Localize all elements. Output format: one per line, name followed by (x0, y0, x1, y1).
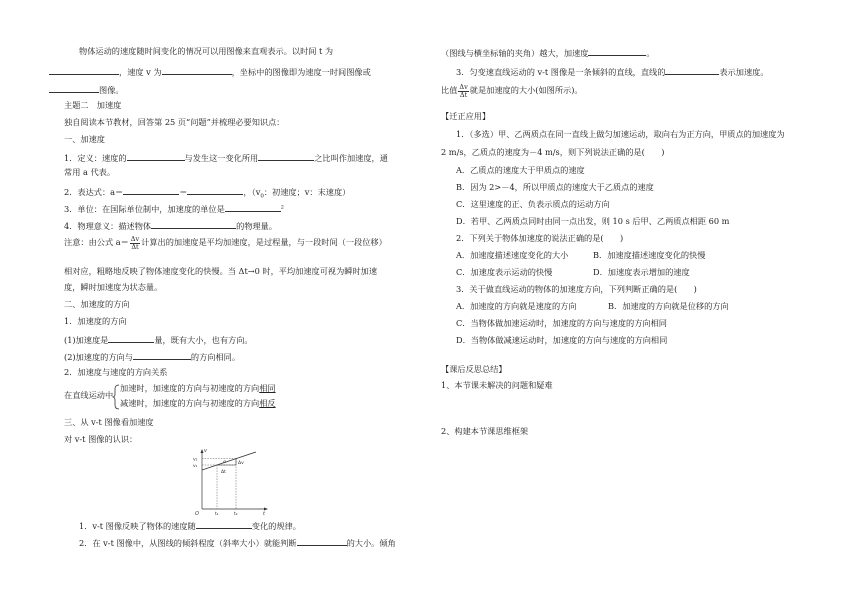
brace-top-answer: 相同 (259, 383, 276, 393)
problem-1-option-b[interactable]: B．因为 2>－4，所以甲质点的速度大于乙质点的速度 (456, 182, 654, 192)
blank-time-used[interactable] (258, 152, 314, 161)
reflection-item-2: 2、构建本节课思维框架 (441, 426, 529, 436)
blank-velocity-change[interactable] (127, 152, 185, 161)
question-2-text-a: 2．在 v-t 图像中，从图线的倾斜程度（斜率大小）就能判断 (79, 538, 297, 548)
brace-top-text: 加速时，加速度的方向与初速度的方向 (120, 383, 260, 393)
ratio-fraction (458, 84, 468, 98)
blank-velocity-axis[interactable] (162, 66, 232, 75)
section-1-heading: 一、加速度 (64, 134, 105, 144)
expression-text-c: ，（v (243, 187, 261, 197)
right-text-3b: 就是加速度的大小(如图所示)。 (469, 85, 583, 95)
graph-v1-label: v₁ (193, 464, 198, 469)
intro-text-2b: ，坐标中的图像即为速度一时间图像或 (231, 67, 371, 77)
intro-text-1: 物体运动的速度随时间变化的情况可以用图像来直观表示。以时间 t 为 (79, 46, 334, 56)
right-text-1: （图线与横坐标轴的夹角）越大，加速度 (441, 48, 589, 58)
reflection-item-1: 1、本节课未解决的问题和疑难 (441, 380, 553, 390)
blank-expression-1[interactable] (123, 186, 179, 195)
problem-2-option-c[interactable]: C．加速度表示运动的快慢 (456, 267, 553, 277)
blank-slope[interactable] (665, 66, 719, 75)
unit-text: 3．单位：在国际单位制中，加速度的单位是 (64, 204, 225, 214)
blank-expression-2[interactable] (187, 186, 243, 195)
section-3-heading: 三、从 v-t 图像看加速度 (64, 417, 154, 427)
meaning-text-b: 的物理量。 (236, 221, 278, 231)
apply-section-heading: 【迁正应用】 (441, 111, 491, 121)
problem-1-stem: 1．（多选）甲、乙两质点在同一直线上做匀加速运动，取向右为正方向，甲质点的加速度为 (456, 129, 785, 139)
direction-line-1 (64, 334, 253, 346)
expression-text-e: ：末速度） (309, 187, 351, 197)
relation-heading: 2．加速度与速度的方向关系 (64, 367, 168, 377)
blank-time-axis[interactable] (49, 66, 119, 75)
section-2-heading: 二、加速度的方向 (64, 299, 130, 309)
question-2-line (79, 537, 396, 549)
unit-line: 3．单位：在国际单位制中，加速度的单位是 $^2$ (64, 204, 284, 214)
note-text-a: 注意：由公式 a＝ (64, 237, 129, 247)
direction-heading: 1．加速度的方向 (64, 316, 127, 326)
graph-v2-label: v₂ (193, 457, 198, 463)
intro-line-3 (49, 84, 124, 96)
topic-heading: 主题二 加速度 (64, 100, 122, 110)
definition-text-b: 与发生这一变化所用 (184, 153, 259, 163)
expression-text-d: ：初速度；v (263, 187, 310, 197)
graph-axis-t: t (263, 511, 265, 515)
problem-1-stem-2: 2 m/s，乙质点的速度为－4 m/s，则下列说法正确的是( ) (441, 147, 665, 157)
problem-2-option-d[interactable]: D．加速度表示增加的速度 (593, 267, 690, 277)
note-text-b: 计算出的加速度是平均加速度，是过程量，与一段时间（一段位移） (141, 237, 387, 247)
note-line-3: 度，瞬时加速度为状态量。 (64, 282, 163, 292)
question-2-text-b: 的大小。倾角 (346, 538, 396, 548)
definition-line-2: 常用 a 代表。 (64, 167, 116, 177)
blank-acceleration[interactable] (297, 537, 347, 546)
note-line-2: 相对应，粗略地反映了物体速度变化的快慢。当 Δt→0 时，平均加速度可视为瞬时加速 (64, 266, 378, 276)
expression-text-b: ＝ (179, 187, 188, 197)
blank-greater[interactable] (588, 47, 646, 56)
graph-dt-label: Δt (221, 470, 226, 475)
direction-text-2a: (2)加速度的方向与 (64, 352, 133, 362)
meaning-text-a: 4．物理意义：描述物体 (64, 221, 152, 231)
reading-instruction: 独自阅读本节教材，回答第 25 页“问题”并梳理必要知识点： (64, 117, 285, 127)
intro-line-1 (79, 47, 333, 57)
graph-origin: O (195, 511, 199, 515)
graph-t1-label: t₁ (215, 512, 219, 515)
brace-icon (112, 384, 120, 410)
blank-meaning[interactable] (151, 220, 236, 229)
direction-line-2 (64, 351, 240, 363)
blank-unit[interactable] (225, 203, 281, 212)
question-1-line (79, 520, 301, 532)
graph-alpha-label: α (223, 460, 226, 465)
graph-axis-v: v (204, 448, 207, 454)
intro-line-2 (49, 66, 371, 78)
question-1-text-b: 变化的规律。 (251, 521, 301, 531)
brace-bottom-line (120, 399, 276, 409)
problem-3-option-c[interactable]: C．当物体做加速运动时，加速度的方向与速度的方向相同 (456, 318, 667, 328)
ratio-denominator: Δt (459, 90, 468, 99)
right-line-1: （图线与横坐标轴的夹角）越大，加速度 。 (441, 48, 655, 58)
expression-line: 2．表达式：a＝ ＝ ，（$v_0$：初速度；v：末速度） (64, 187, 351, 200)
brace-lead: 在直线运动中 (64, 390, 114, 400)
problem-2-option-b[interactable]: B．加速度描述速度变化的快慢 (593, 250, 706, 260)
right-line-3 (441, 84, 583, 98)
blank-time[interactable] (196, 520, 252, 529)
question-1-text-a: 1．v-t 图像反映了物体的速度随 (79, 521, 196, 531)
brace-bottom-answer: 相反 (259, 398, 276, 408)
blank-graph-name[interactable] (49, 84, 99, 93)
brace-bottom-text: 减速时，加速度的方向与初速度的方向 (120, 398, 260, 408)
definition-line-1 (64, 152, 388, 164)
graph-dv-label: Δv (238, 461, 244, 466)
right-text-3a: 比值 (441, 85, 458, 95)
blank-direction[interactable] (133, 351, 191, 360)
intro-text-2a: ，速度 v 为 (119, 67, 162, 77)
right-text-2a: 3．匀变速直线运动的 v-t 图像是一条倾斜的直线，直线的 (456, 67, 666, 77)
definition-text-a: 1．定义：速度的 (64, 153, 127, 163)
definition-text-c: 之比叫作加速度，通 (314, 153, 388, 163)
graph-t2-label: t₂ (234, 512, 238, 515)
direction-text-1b: 量，既有大小，也有方向。 (154, 335, 253, 345)
right-text-2b: 表示加速度。 (719, 67, 769, 77)
formula-fraction: $\frac{\Delta v}{\Delta t}$ (130, 235, 140, 251)
blank-vector[interactable] (108, 334, 154, 343)
problem-3-option-a[interactable]: A．加速度的方向就是速度的方向 (456, 301, 577, 311)
problem-1-option-d[interactable]: D．若甲、乙两质点同时由同一点出发，则 10 s 后甲、乙两质点相距 60 m (456, 216, 730, 226)
problem-3-option-b[interactable]: B．加速度的方向就是位移的方向 (608, 301, 729, 311)
intro-text-3: 图像。 (99, 85, 124, 95)
expression-text-a: 2．表达式：a＝ (64, 187, 124, 197)
problem-1-option-a[interactable]: A．乙质点的速度大于甲质点的速度 (456, 165, 585, 175)
direction-text-2b: 的方向相同。 (190, 352, 241, 362)
reflection-section-heading: 【课后反思总结】 (441, 364, 507, 374)
ratio-numerator: Δv (459, 83, 468, 91)
problem-2-stem: 2．下列关于物体加速度的说法正确的是( ) (456, 233, 624, 243)
problem-3-option-d[interactable]: D．当物体做减速运动时，加速度的方向与速度的方向相同 (456, 335, 668, 345)
vt-understanding: 对 v-t 图像的认识： (64, 434, 138, 444)
problem-3-stem: 3．关于做直线运动的物体的加速度方向，下列判断正确的是( ) (456, 284, 697, 294)
meaning-line (64, 220, 277, 232)
note-line-1 (64, 236, 387, 250)
brace-top-line (120, 384, 276, 394)
problem-1-option-c[interactable]: C．这里速度的正、负表示质点的运动方向 (456, 199, 610, 209)
direction-text-1a: (1)加速度是 (64, 335, 109, 345)
vt-graph (190, 447, 270, 515)
problem-2-option-a[interactable]: A．加速度描述速度变化的大小 (456, 250, 569, 260)
right-line-2 (456, 66, 769, 78)
